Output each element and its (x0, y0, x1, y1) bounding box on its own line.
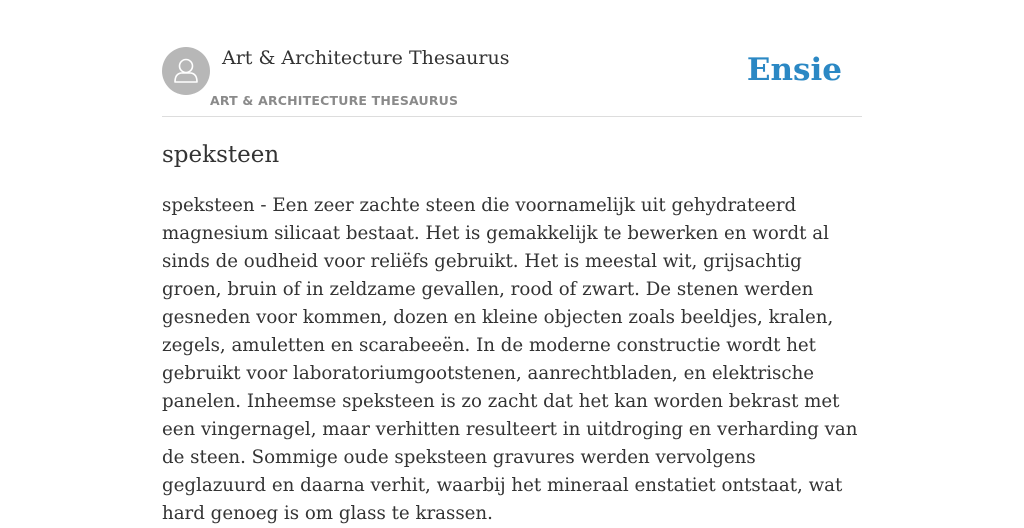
user-silhouette-icon (162, 47, 210, 95)
source-header (162, 46, 862, 117)
source-subtitle: ART & ARCHITECTURE THESAURUS (210, 93, 459, 108)
source-title-link[interactable]: Art & Architecture Thesaurus (222, 47, 510, 69)
term-title: speksteen (162, 142, 280, 168)
brand-logo[interactable]: Ensie (746, 52, 842, 88)
user-avatar-icon[interactable] (162, 47, 210, 95)
definition-text: speksteen - Een zeer zachte steen die voornamelijk uit gehydrateerd magnesium silicaat bestaat. Het is gemakkelijk te bewerken en wordt al sinds de oudheid voor reliëfs gebruikt. Het is meestal wit, grijsachtig groen, bruin of in zeldzame gevallen, rood of zwart. De stenen werden gesneden voor kommen, dozen en kleine objecten zoals beeldjes, kralen, zegels, amuletten en scarabeeën. In de moderne constructie wordt het gebruikt voor laboratoriumgootstenen, aanrechtbladen, en elektrische panelen. Inheemse speksteen is zo zacht dat het kan worden bekrast met een vingernagel, maar verhitten resulteert in uitdroging en verharding van de steen. Sommige oude speksteen gravures werden vervolgens geglazuurd en daarna verhit, waarbij het mineraal enstatiet ontstaat, wat hard genoeg is om glass te krassen. (162, 195, 858, 524)
